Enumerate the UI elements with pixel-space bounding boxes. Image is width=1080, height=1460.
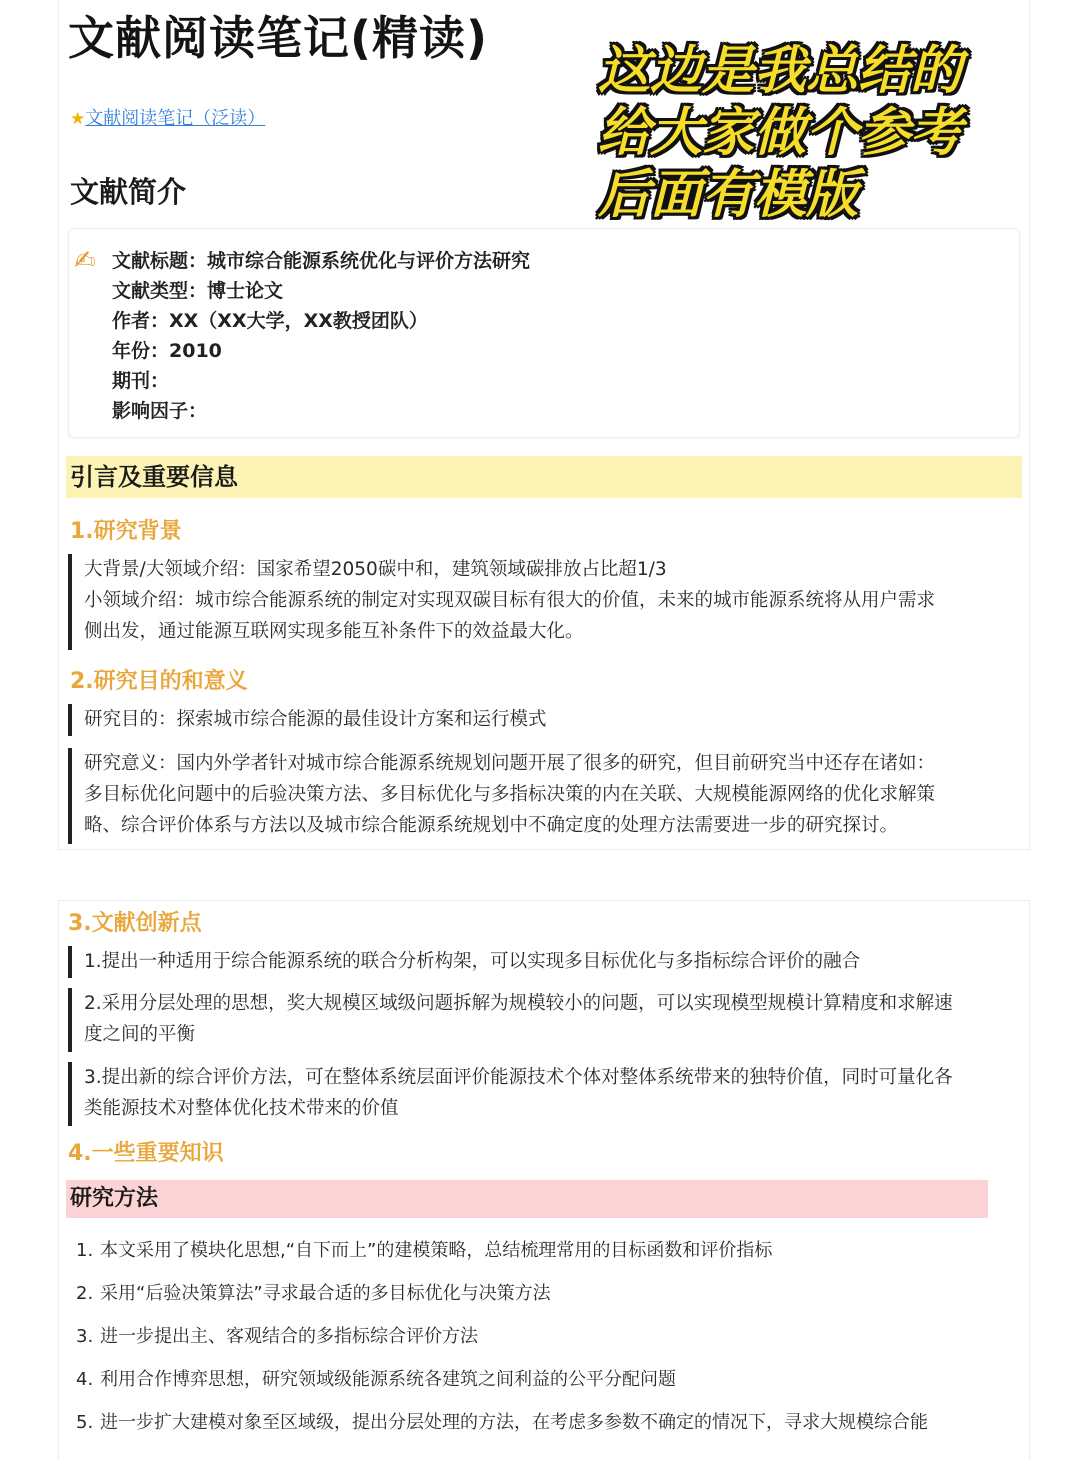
list-item xyxy=(76,1322,1016,1365)
innovation-2-line-2: 度之间的平衡 xyxy=(84,1024,196,1045)
list-item-text: 进一步扩大建模对象至区域级，提出分层处理的方法，在考虑多参数不确定的情况下，寻求大规模综合能 xyxy=(100,1412,928,1433)
innovation-2-line-1: 2.采用分层处理的思想，奖大规模区域级问题拆解为规模较小的问题，可以实现模型规模计算精度和求解速 xyxy=(84,993,953,1014)
info-lines xyxy=(112,246,530,426)
innovation-item-2 xyxy=(68,988,998,1052)
related-note-link-row[interactable] xyxy=(70,104,265,130)
quote-significance xyxy=(68,748,1008,844)
significance-line-1: 研究意义：国内外学者针对城市综合能源系统规划问题开展了很多的研究，但目前研究当中还存在诸如： xyxy=(84,753,936,774)
innovation-3-line-2: 类能源技术对整体优化技术带来的价值 xyxy=(84,1098,399,1119)
significance-line-3: 略、综合评价体系与方法以及城市综合能源系统规划中不确定度的处理方法需要进一步的研究探讨。 xyxy=(84,815,899,836)
page-title: 文献阅读笔记(精读) xyxy=(68,11,489,65)
background-line-3: 侧出发，通过能源互联网实现多能互补条件下的效益最大化。 xyxy=(84,621,584,642)
methods-list xyxy=(76,1236,1016,1451)
list-item-number: 3. xyxy=(76,1326,94,1347)
related-note-link[interactable]: 文献阅读笔记（泛读） xyxy=(85,108,266,129)
info-impact-factor: 影响因子： xyxy=(112,400,208,422)
info-type: 文献类型：博士论文 xyxy=(112,280,284,302)
list-item xyxy=(76,1236,1016,1279)
info-author: 作者：XX（XX大学，XX教授团队） xyxy=(112,310,428,332)
list-item-number: 2. xyxy=(76,1283,94,1304)
list-item xyxy=(76,1408,1016,1451)
purpose-line: 研究目的：探索城市综合能源的最佳设计方案和运行模式 xyxy=(84,709,547,730)
list-item-number: 1. xyxy=(76,1240,94,1261)
section-band-intro: 引言及重要信息 xyxy=(66,456,1022,498)
innovation-item-1 xyxy=(68,946,998,978)
background-line-2: 小领域介绍：城市综合能源系统的制定对实现双碳目标有很大的价值，未来的城市能源系统将从用户需求 xyxy=(84,590,936,611)
writing-hand-icon: ✍ xyxy=(74,246,96,276)
info-title: 文献标题：城市综合能源系统优化与评价方法研究 xyxy=(112,250,531,272)
intro-heading: 文献简介 xyxy=(70,175,187,209)
list-item-text: 本文采用了模块化思想,“自下而上”的建模策略，总结梳理常用的目标函数和评价指标 xyxy=(100,1240,773,1261)
section-band-methods: 研究方法 xyxy=(66,1180,988,1218)
list-item xyxy=(76,1365,1016,1408)
list-item-number: 5. xyxy=(76,1412,94,1433)
list-item-text: 利用合作博弈思想，研究领域级能源系统各建筑之间利益的公平分配问题 xyxy=(100,1369,676,1390)
list-item-text: 采用“后验决策算法”寻求最合适的多目标优化与决策方法 xyxy=(100,1283,551,1304)
heading-background: 1.研究背景 xyxy=(70,519,182,544)
significance-line-2: 多目标优化问题中的后验决策方法、多目标优化与多指标决策的内在关联、大规模能源网络的优化求解策 xyxy=(84,784,936,805)
heading-knowledge: 4.一些重要知识 xyxy=(68,1141,224,1166)
background-line-1: 大背景/大领域介绍：国家希望2050碳中和，建筑领域碳排放占比超1/3 xyxy=(84,559,667,580)
overlay-caption xyxy=(598,40,1038,226)
overlay-line-2: 给大家做个参考 xyxy=(598,103,963,163)
info-year: 年份：2010 xyxy=(112,340,222,362)
innovation-item-3 xyxy=(68,1062,998,1126)
quote-background xyxy=(68,554,1008,650)
overlay-line-3: 后面有模版 xyxy=(598,165,859,225)
list-item-text: 进一步提出主、客观结合的多指标综合评价方法 xyxy=(100,1326,478,1347)
innovation-1-line-1: 1.提出一种适用于综合能源系统的联合分析构架，可以实现多目标优化与多指标综合评价的融合 xyxy=(84,951,861,972)
quote-purpose xyxy=(68,704,1008,736)
heading-innovation: 3.文献创新点 xyxy=(68,911,202,936)
info-journal: 期刊： xyxy=(112,370,170,392)
star-icon: ★ xyxy=(70,109,86,129)
overlay-line-1: 这边是我总结的 xyxy=(598,41,963,101)
heading-purpose: 2.研究目的和意义 xyxy=(70,669,248,694)
list-item-number: 4. xyxy=(76,1369,94,1390)
list-item xyxy=(76,1279,1016,1322)
innovation-3-line-1: 3.提出新的综合评价方法，可在整体系统层面评价能源技术个体对整体系统带来的独特价值，同时可量化各 xyxy=(84,1067,953,1088)
